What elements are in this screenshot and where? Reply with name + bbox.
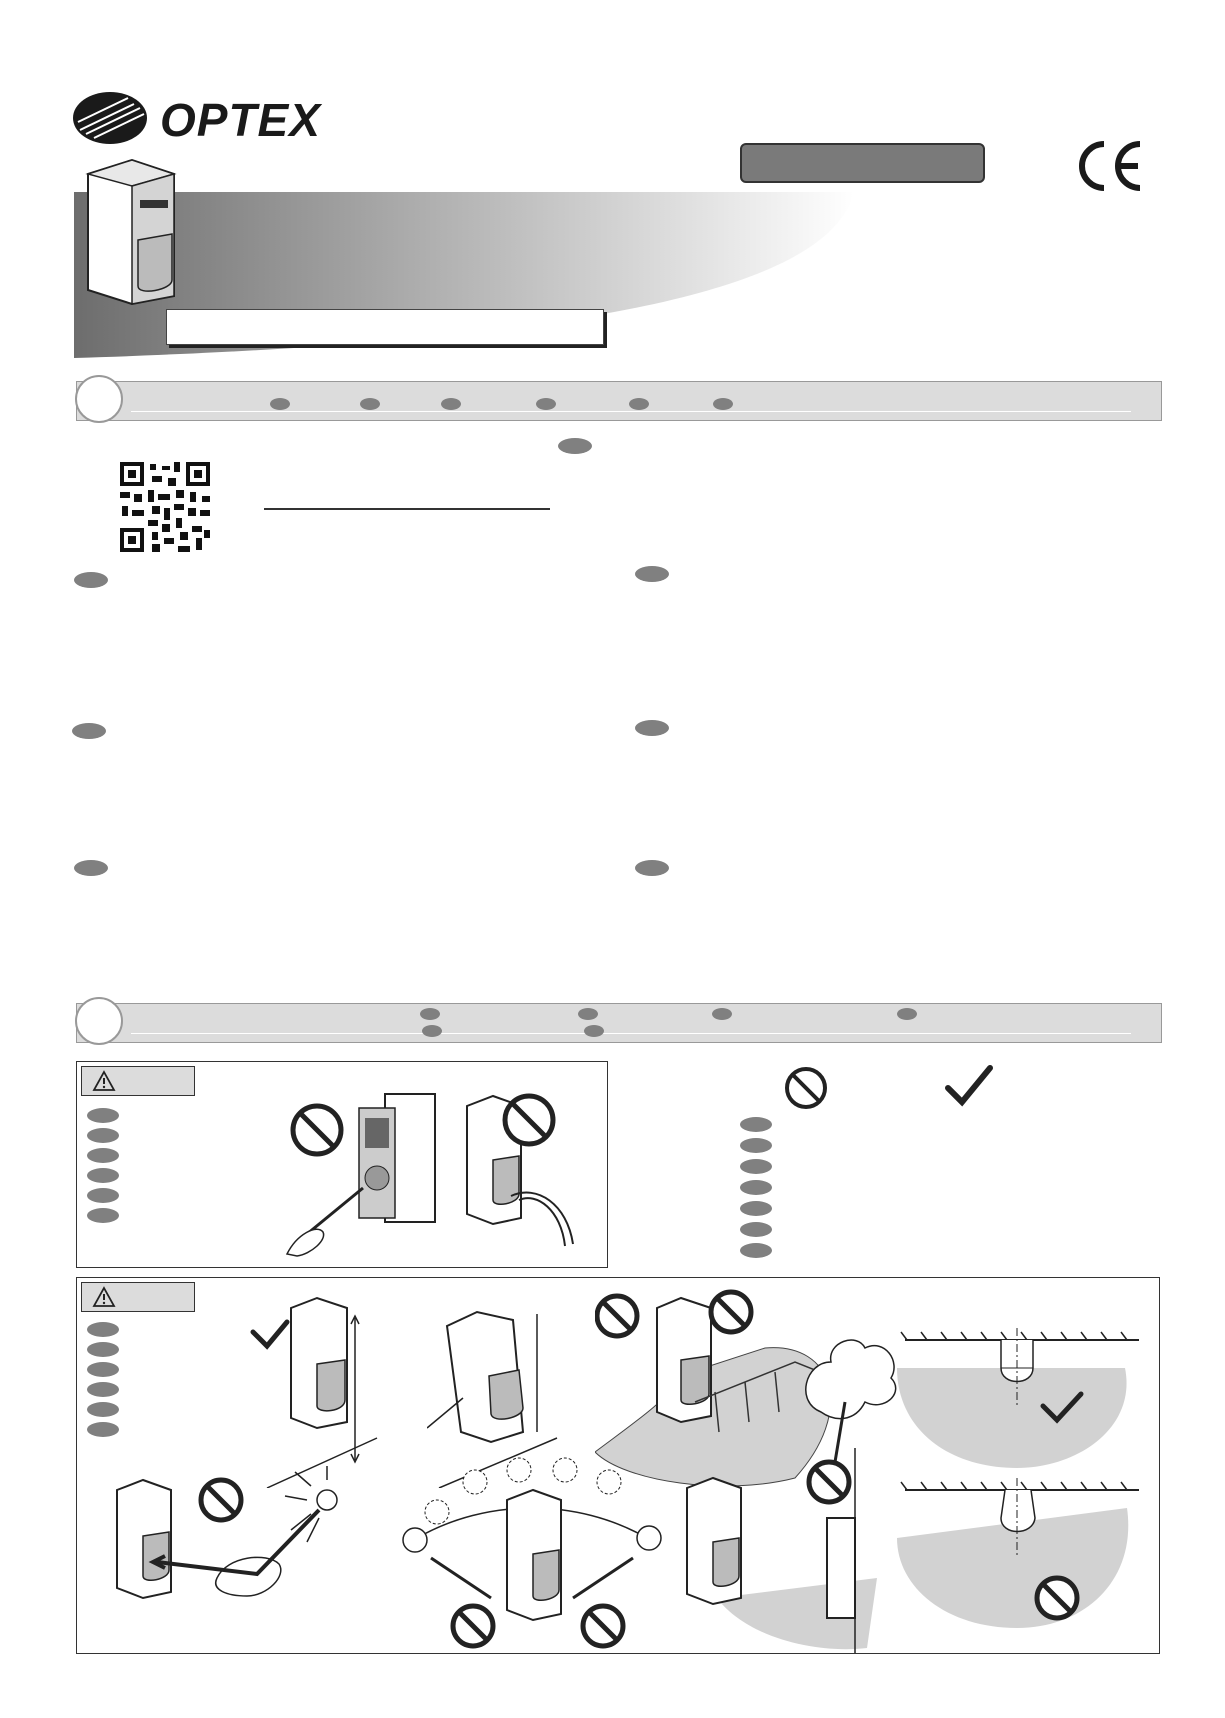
language-badge: [713, 398, 733, 410]
language-badge: [740, 1138, 772, 1153]
sun-path-illustration: [387, 1448, 677, 1653]
language-badge: [897, 1008, 917, 1020]
title-box: [166, 309, 604, 345]
language-badge: [422, 1025, 442, 1037]
language-badge: [420, 1008, 440, 1020]
language-badge: [635, 566, 669, 582]
language-badge: [87, 1402, 119, 1417]
sunlight-reflection-illustration: [107, 1466, 347, 1646]
language-badge: [584, 1025, 604, 1037]
sensor-product-icon: [82, 156, 178, 306]
language-badge: [72, 723, 106, 739]
caution-triangle-icon: [92, 1286, 116, 1308]
installation-caution-panel: [76, 1277, 1160, 1654]
language-badge: [635, 860, 669, 876]
caution-label: [81, 1282, 195, 1312]
svg-text:OPTEX: OPTEX: [160, 94, 321, 146]
qr-code-icon[interactable]: [118, 460, 212, 554]
language-badge: [536, 398, 556, 410]
url-underline[interactable]: [264, 508, 550, 510]
language-badge: [87, 1342, 119, 1357]
do-not-disassemble-illustration: [267, 1084, 587, 1264]
warning-panel: [76, 1061, 608, 1268]
language-badge: [441, 398, 461, 410]
obstruction-illustration: [677, 1448, 907, 1653]
language-badge: [635, 720, 669, 736]
ce-mark-icon: [1076, 140, 1146, 192]
warning-label: [81, 1066, 195, 1096]
language-badge: [87, 1362, 119, 1377]
language-badge: [629, 398, 649, 410]
language-badge: [87, 1108, 119, 1123]
caution-triangle-icon: [92, 1070, 116, 1092]
correct-orientation-illustration: [897, 1328, 1147, 1478]
language-badge: [87, 1168, 119, 1183]
language-badge: [87, 1322, 119, 1337]
language-badge: [740, 1222, 772, 1237]
language-badge: [87, 1128, 119, 1143]
language-badge: [740, 1201, 772, 1216]
language-badge: [74, 572, 108, 588]
language-badge: [87, 1188, 119, 1203]
model-label-box: [740, 143, 985, 183]
prohibited-icon: [784, 1066, 828, 1110]
language-badge: [270, 398, 290, 410]
language-badge: [87, 1382, 119, 1397]
language-badge: [74, 860, 108, 876]
optex-logo: [72, 90, 352, 146]
language-badge: [740, 1117, 772, 1132]
language-badge: [578, 1008, 598, 1020]
incorrect-orientation-illustration: [897, 1478, 1147, 1648]
language-badge: [712, 1008, 732, 1020]
language-badge: [87, 1148, 119, 1163]
language-badge: [87, 1422, 119, 1437]
section-2-number-circle: [75, 997, 123, 1045]
check-mark-icon: [944, 1064, 994, 1108]
language-badge: [740, 1180, 772, 1195]
language-badge: [360, 398, 380, 410]
section-1-number-circle: [75, 375, 123, 423]
language-badge: [740, 1159, 772, 1174]
language-badge: [87, 1208, 119, 1223]
language-badge: [740, 1243, 772, 1258]
language-badge: [558, 438, 592, 454]
